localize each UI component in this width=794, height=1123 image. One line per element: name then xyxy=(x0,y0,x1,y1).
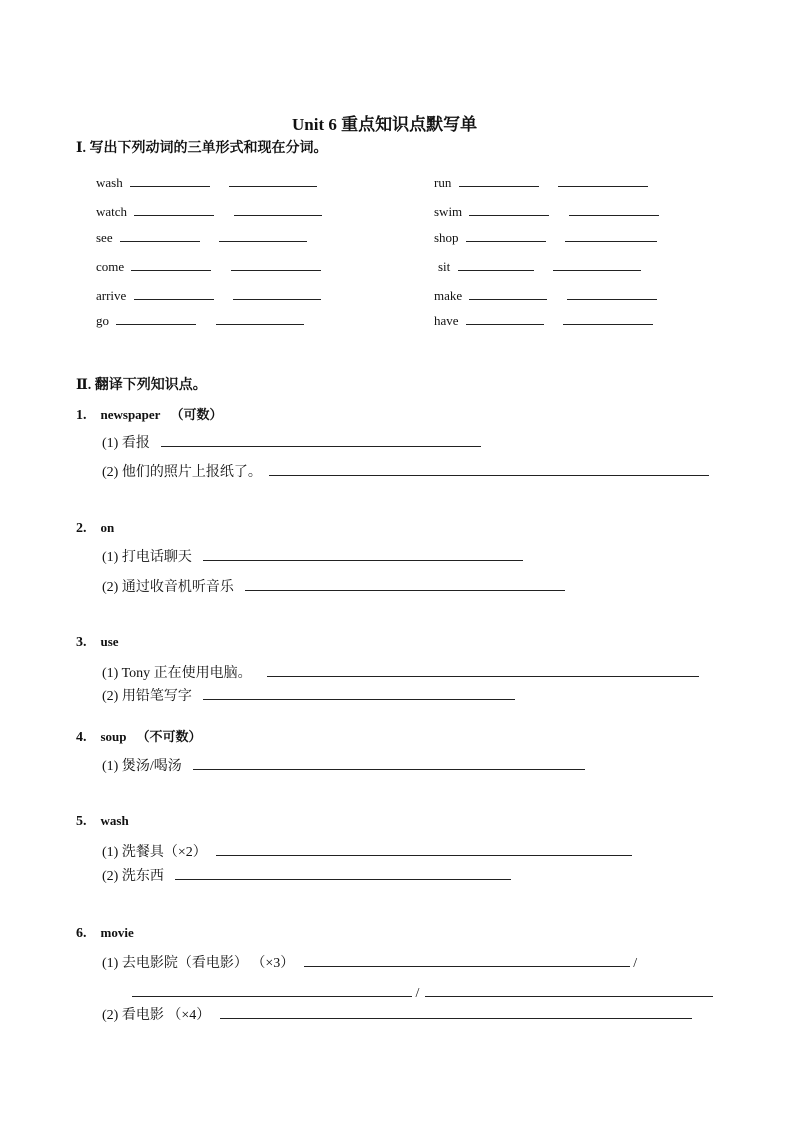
verb-row xyxy=(434,227,657,246)
answer-line[interactable] xyxy=(425,982,713,997)
blank-line[interactable] xyxy=(120,227,200,242)
blank-line[interactable] xyxy=(458,256,534,271)
answer-line[interactable] xyxy=(216,841,632,856)
verb-row xyxy=(438,256,641,275)
prompt-text: (1) 看报 xyxy=(102,436,150,451)
blank-line[interactable] xyxy=(565,227,657,242)
prompt-row xyxy=(102,841,632,861)
verb-row xyxy=(434,310,653,329)
question-number: 6. xyxy=(76,926,87,941)
question-number: 1. xyxy=(76,408,87,423)
prompt-text: (2) 用铅笔写字 xyxy=(102,689,192,704)
answer-line[interactable] xyxy=(175,865,511,880)
blank-line[interactable] xyxy=(134,201,214,216)
verb-label: swim xyxy=(434,204,463,219)
answer-line[interactable] xyxy=(269,461,709,476)
verb-row xyxy=(434,285,657,304)
prompt-row xyxy=(132,982,713,1002)
answer-line[interactable] xyxy=(203,685,515,700)
answer-line[interactable] xyxy=(220,1004,692,1019)
blank-line[interactable] xyxy=(466,310,544,325)
separator-slash: / xyxy=(633,956,638,971)
prompt-text: (1) 去电影院（看电影） （×3） xyxy=(102,956,295,971)
answer-line[interactable] xyxy=(267,662,699,677)
verb-label: arrive xyxy=(96,288,127,303)
page-title: Unit 6 重点知识点默写单 xyxy=(292,115,478,134)
blank-line[interactable] xyxy=(130,172,210,187)
prompt-row xyxy=(102,1004,692,1024)
verb-label: have xyxy=(434,313,459,328)
verb-row xyxy=(434,201,659,220)
answer-line[interactable] xyxy=(304,952,630,967)
question-number: 5. xyxy=(76,814,87,829)
question-header xyxy=(76,519,114,537)
answer-line[interactable] xyxy=(203,546,523,561)
question-number: 2. xyxy=(76,521,87,536)
verb-label: make xyxy=(434,288,463,303)
answer-line[interactable] xyxy=(161,432,481,447)
blank-line[interactable] xyxy=(216,310,304,325)
prompt-text: (2) 洗东西 xyxy=(102,869,164,884)
question-word: wash xyxy=(100,813,129,828)
verb-row xyxy=(96,201,322,220)
question-word: soup xyxy=(100,729,127,744)
prompt-row xyxy=(102,432,481,452)
answer-line[interactable] xyxy=(245,576,565,591)
verb-row xyxy=(96,172,317,191)
prompt-row xyxy=(102,662,699,682)
blank-line[interactable] xyxy=(231,256,321,271)
question-header xyxy=(76,924,134,942)
question-number: 3. xyxy=(76,635,87,650)
blank-line[interactable] xyxy=(229,172,317,187)
verb-row xyxy=(434,172,648,191)
blank-line[interactable] xyxy=(563,310,653,325)
verb-row xyxy=(96,227,307,246)
blank-line[interactable] xyxy=(459,172,539,187)
blank-line[interactable] xyxy=(558,172,648,187)
blank-line[interactable] xyxy=(131,256,211,271)
question-number: 4. xyxy=(76,730,87,745)
verb-label: come xyxy=(96,259,125,274)
blank-line[interactable] xyxy=(233,285,321,300)
section-2-heading: Ⅱ. 翻译下列知识点。 xyxy=(76,378,207,393)
blank-line[interactable] xyxy=(466,227,546,242)
blank-line[interactable] xyxy=(553,256,641,271)
answer-line[interactable] xyxy=(132,982,412,997)
verb-row xyxy=(96,256,321,275)
prompt-text: (1) 打电话聊天 xyxy=(102,550,192,565)
blank-line[interactable] xyxy=(219,227,307,242)
prompt-row xyxy=(102,755,585,775)
verb-label: go xyxy=(96,313,109,328)
blank-line[interactable] xyxy=(469,285,547,300)
prompt-row xyxy=(102,576,565,596)
question-note: （可数） xyxy=(170,407,223,422)
blank-line[interactable] xyxy=(469,201,549,216)
section-1-heading: Ⅰ. 写出下列动词的三单形式和现在分词。 xyxy=(76,141,328,156)
question-header xyxy=(76,404,222,424)
verb-row xyxy=(96,310,304,329)
verb-row xyxy=(96,285,321,304)
question-word: newspaper xyxy=(100,407,161,422)
prompt-row xyxy=(102,685,515,705)
blank-line[interactable] xyxy=(569,201,659,216)
answer-line[interactable] xyxy=(193,755,585,770)
verb-label: watch xyxy=(96,204,128,219)
prompt-row xyxy=(102,865,511,885)
verb-label: sit xyxy=(438,259,451,274)
question-word: on xyxy=(100,520,115,535)
prompt-text: (2) 他们的照片上报纸了。 xyxy=(102,465,262,480)
blank-line[interactable] xyxy=(567,285,657,300)
verb-label: shop xyxy=(434,230,459,245)
prompt-text: (1) Tony 正在使用电脑。 xyxy=(102,666,252,681)
blank-line[interactable] xyxy=(134,285,214,300)
separator-slash: / xyxy=(415,986,420,1001)
prompt-text: (2) 看电影 （×4） xyxy=(102,1008,211,1023)
question-note: （不可数） xyxy=(136,729,202,744)
prompt-text: (1) 洗餐具（×2） xyxy=(102,845,207,860)
question-word: use xyxy=(100,634,119,649)
question-word: movie xyxy=(100,925,134,940)
question-header xyxy=(76,812,129,830)
prompt-text: (2) 通过收音机听音乐 xyxy=(102,580,234,595)
prompt-text: (1) 煲汤/喝汤 xyxy=(102,759,182,774)
verb-label: see xyxy=(96,230,113,245)
prompt-row xyxy=(102,546,523,566)
prompt-row xyxy=(102,952,637,972)
blank-line[interactable] xyxy=(116,310,196,325)
question-header xyxy=(76,726,202,746)
prompt-row xyxy=(102,461,709,481)
blank-line[interactable] xyxy=(234,201,322,216)
question-header xyxy=(76,633,119,651)
verb-label: run xyxy=(434,175,452,190)
verb-label: wash xyxy=(96,175,123,190)
